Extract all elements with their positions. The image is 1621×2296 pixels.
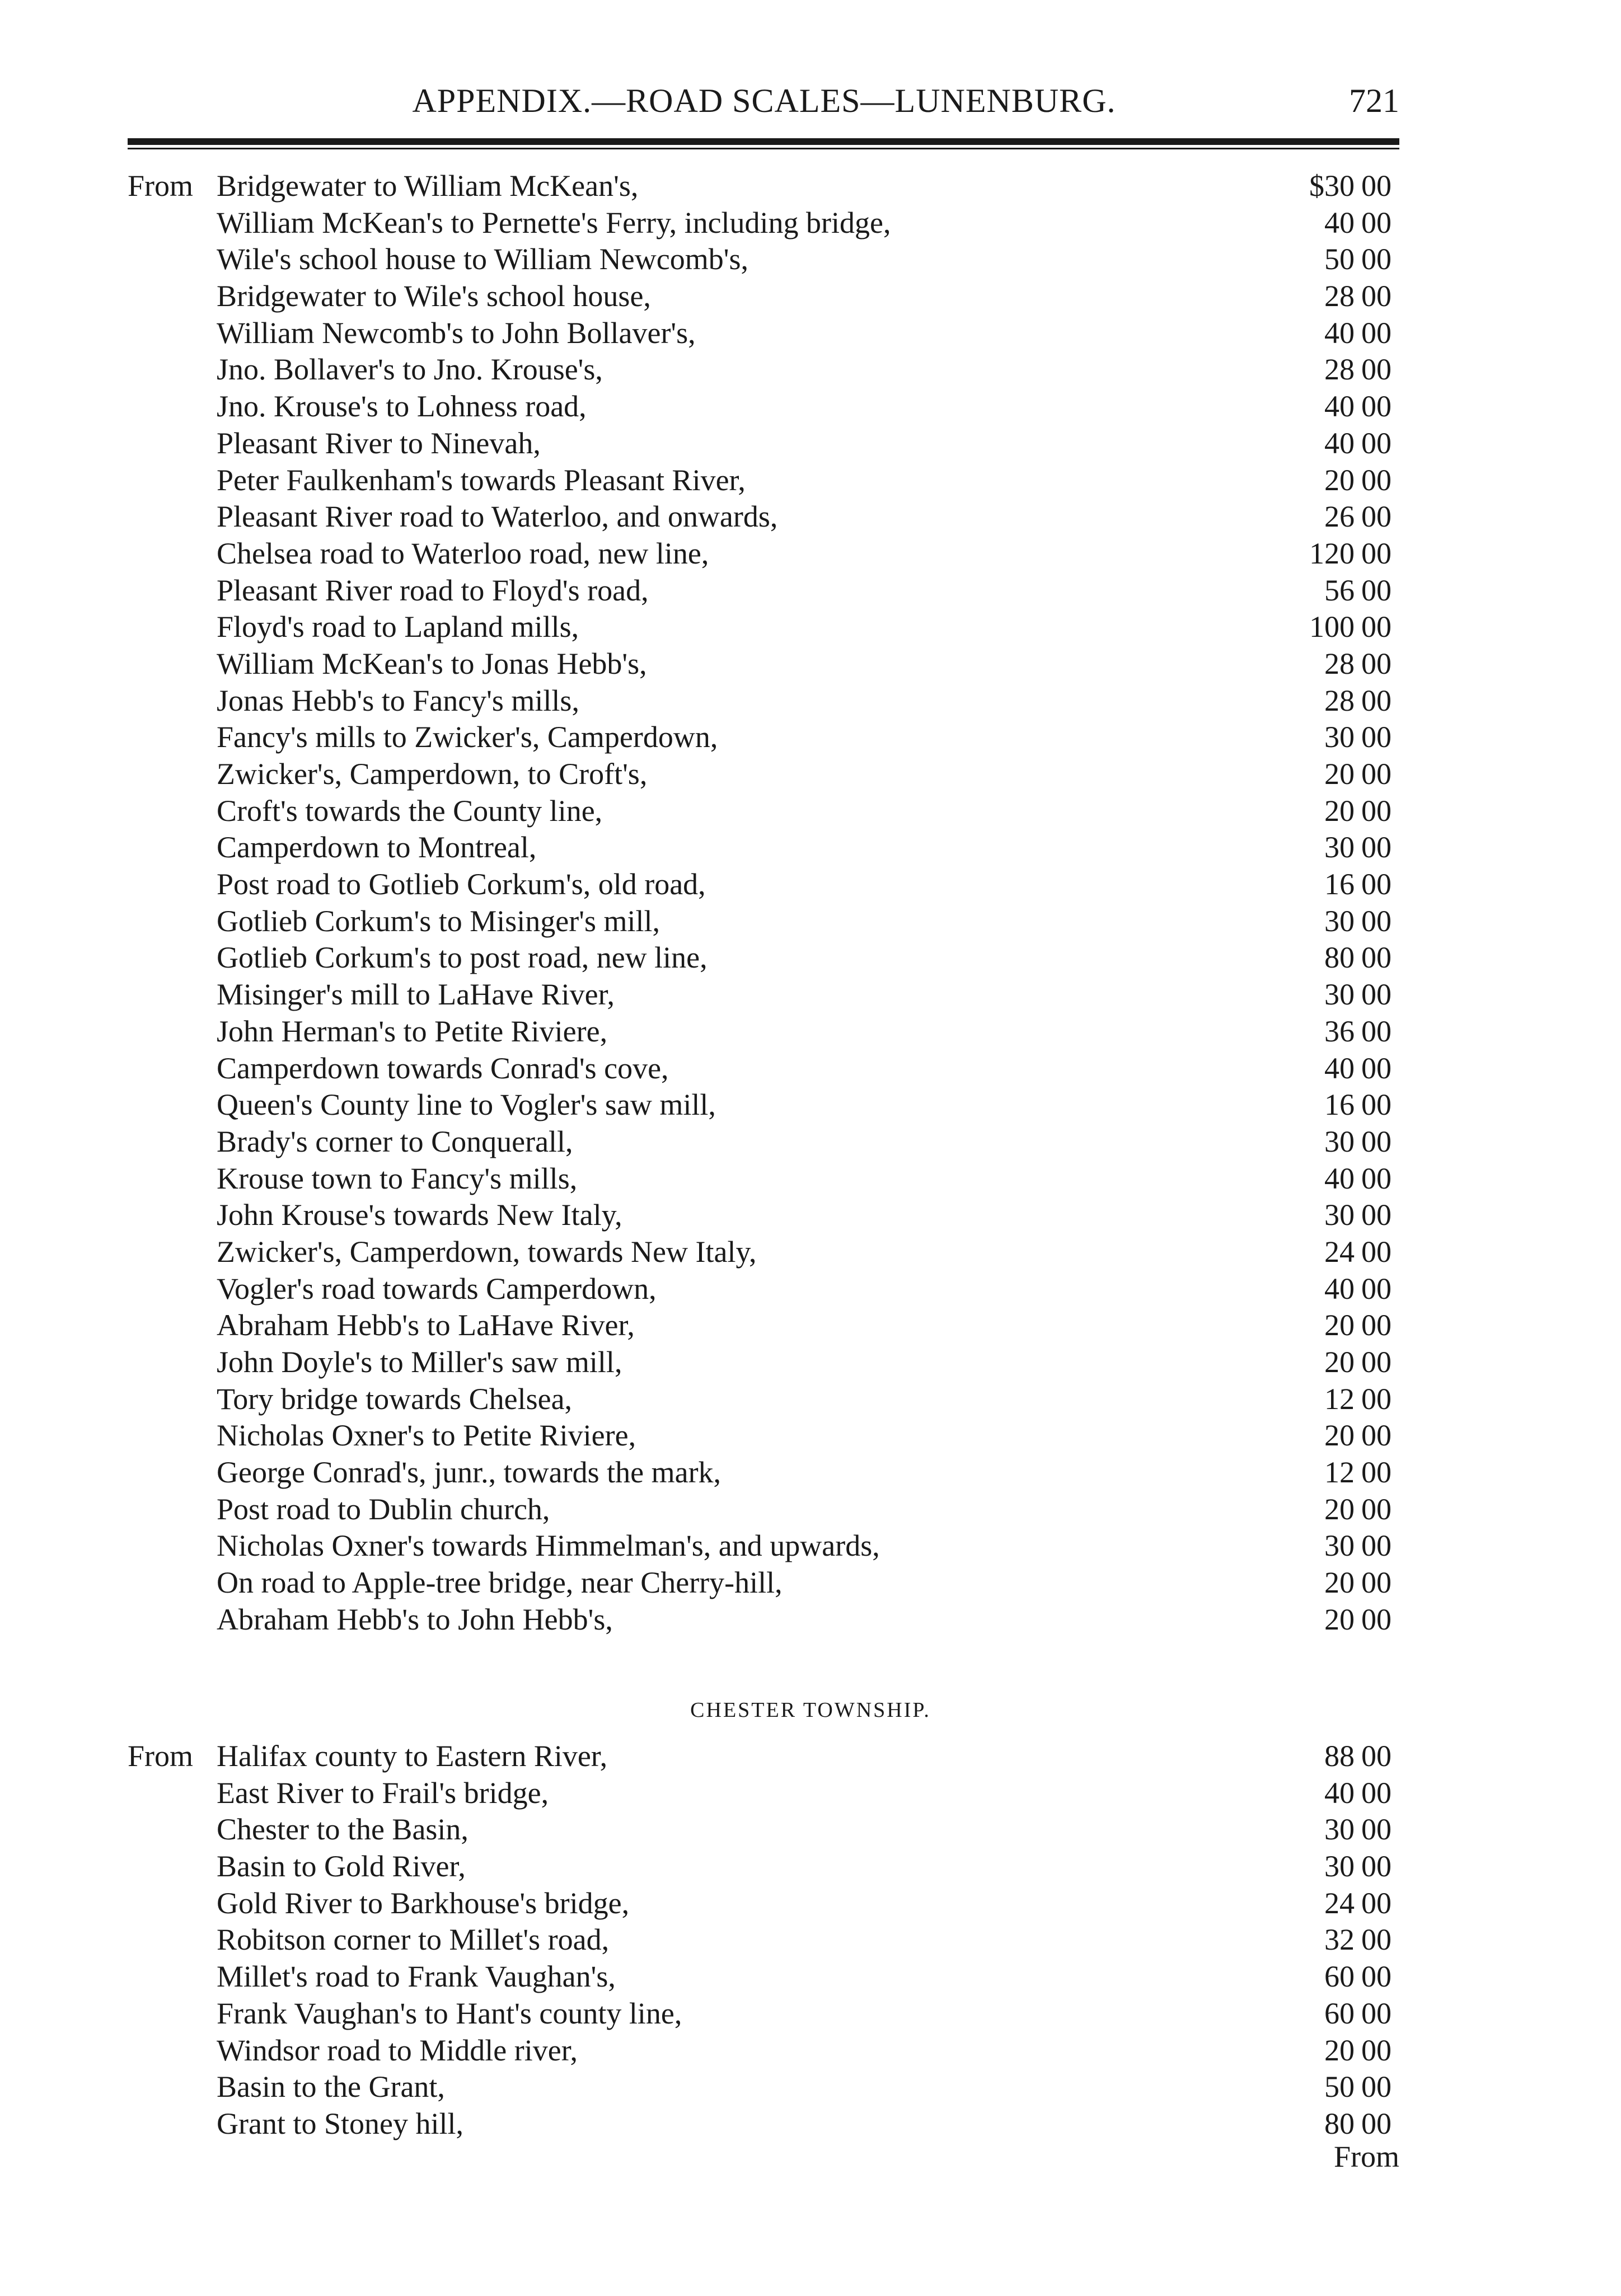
entry-route: John Doyle's to Miller's saw mill, (217, 1345, 622, 1379)
entry-route: William Newcomb's to John Bollaver's, (217, 316, 696, 350)
entry-route: John Herman's to Petite Riviere, (217, 1014, 608, 1048)
entry-route: Peter Faulkenham's towards Pleasant River, (217, 463, 746, 497)
entry-cents: 00 (1361, 1088, 1392, 1122)
road-entry (0, 462, 1621, 499)
entry-dollars: 30 (1324, 1124, 1355, 1158)
entry-cents: 00 (1361, 1161, 1392, 1195)
entry-dollars: 50 (1324, 242, 1355, 276)
road-entry (0, 1565, 1621, 1602)
entry-dollars: 100 (1309, 610, 1355, 644)
entry-cents: 00 (1361, 573, 1392, 607)
entry-dollars: 40 (1324, 1051, 1355, 1085)
entry-route: Wile's school house to William Newcomb's, (217, 242, 748, 276)
road-entry (0, 1087, 1621, 1124)
entry-cents: 00 (1361, 1996, 1392, 2030)
road-entry (0, 903, 1621, 940)
entry-cents: 00 (1361, 830, 1392, 865)
entry-dollars: 50 (1324, 2070, 1355, 2104)
entry-route: Windsor road to Middle river, (217, 2033, 578, 2067)
entry-cents: 00 (1361, 2033, 1392, 2067)
entry-dollars: 40 (1324, 1776, 1355, 1810)
entry-dollars: 28 (1324, 353, 1355, 387)
entry-dollars: 40 (1324, 1161, 1355, 1195)
entry-dollars: 20 (1324, 757, 1355, 791)
entry-route: Pleasant River road to Floyd's road, (217, 573, 649, 607)
road-entry (0, 1234, 1621, 1271)
entry-route: Brady's corner to Conquerall, (217, 1124, 573, 1158)
entry-cents: 00 (1361, 463, 1392, 497)
entry-cents: 00 (1361, 1923, 1392, 1957)
entry-cents: 00 (1361, 500, 1392, 534)
road-entry (0, 829, 1621, 866)
section-heading-chester-township: CHESTER TOWNSHIP. (690, 1698, 931, 1722)
road-entry (0, 2032, 1621, 2069)
road-entry (0, 241, 1621, 278)
entry-route: George Conrad's, junr., towards the mark, (217, 1455, 722, 1490)
entry-cents: 00 (1361, 1234, 1392, 1269)
entry-route: John Krouse's towards New Italy, (217, 1198, 622, 1232)
entry-dollars: 30 (1324, 1529, 1355, 1563)
road-entry (0, 536, 1621, 572)
entry-cents: 00 (1361, 683, 1392, 717)
entry-dollars: 80 (1324, 941, 1355, 975)
entry-dollars: 40 (1324, 316, 1355, 350)
entry-cents: 00 (1361, 1813, 1392, 1847)
entry-dollars: $30 (1309, 169, 1355, 203)
entry-cents: 00 (1361, 205, 1392, 240)
entry-route: Pleasant River road to Waterloo, and onwards, (217, 500, 778, 534)
entry-cents: 00 (1361, 1776, 1392, 1810)
entry-dollars: 28 (1324, 646, 1355, 680)
road-entry (0, 572, 1621, 609)
entry-route: Post road to Gotlieb Corkum's, old road, (217, 867, 706, 902)
entry-route: Vogler's road towards Camperdown, (217, 1271, 657, 1306)
entry-cents: 00 (1361, 1566, 1392, 1600)
entry-route: Gotlieb Corkum's to post road, new line, (217, 941, 708, 975)
entry-dollars: 28 (1324, 279, 1355, 313)
road-entry (0, 719, 1621, 756)
entry-cents: 00 (1361, 2106, 1392, 2140)
road-entry (0, 940, 1621, 976)
entry-dollars: 20 (1324, 1492, 1355, 1526)
road-entry (0, 683, 1621, 720)
road-entry (0, 1995, 1621, 2032)
entry-route: Floyd's road to Lapland mills, (217, 610, 579, 644)
entry-route: Post road to Dublin church, (217, 1492, 550, 1526)
entry-dollars: 16 (1324, 1088, 1355, 1122)
entry-dollars: 20 (1324, 463, 1355, 497)
road-entry (0, 866, 1621, 903)
entry-cents: 00 (1361, 1345, 1392, 1379)
entry-dollars: 20 (1324, 1602, 1355, 1636)
entry-route: Jno. Bollaver's to Jno. Krouse's, (217, 353, 603, 387)
entry-dollars: 20 (1324, 1419, 1355, 1453)
entry-dollars: 60 (1324, 1996, 1355, 2030)
entry-dollars: 28 (1324, 683, 1355, 717)
entry-cents: 00 (1361, 1492, 1392, 1526)
entry-dollars: 30 (1324, 830, 1355, 865)
road-entry (0, 425, 1621, 462)
road-entry (0, 1811, 1621, 1848)
road-entry (0, 1271, 1621, 1308)
page-number: 721 (1349, 82, 1399, 119)
entry-dollars: 20 (1324, 1566, 1355, 1600)
entry-route: Robitson corner to Millet's road, (217, 1923, 610, 1957)
entry-dollars: 60 (1324, 1960, 1355, 1994)
entry-cents: 00 (1361, 242, 1392, 276)
entry-dollars: 88 (1324, 1739, 1355, 1773)
entry-route: Nicholas Oxner's to Petite Riviere, (217, 1419, 636, 1453)
entry-route: Chester to the Basin, (217, 1813, 469, 1847)
entry-route: Gotlieb Corkum's to Misinger's mill, (217, 904, 660, 938)
entry-dollars: 120 (1309, 536, 1355, 570)
entry-route: East River to Frail's bridge, (217, 1776, 549, 1810)
header-rule-thick (128, 138, 1399, 145)
road-entry (0, 976, 1621, 1013)
entry-dollars: 30 (1324, 1849, 1355, 1884)
entry-dollars: 40 (1324, 426, 1355, 460)
road-entry (0, 1959, 1621, 1995)
entry-cents: 00 (1361, 941, 1392, 975)
road-entry (0, 1124, 1621, 1161)
entry-dollars: 20 (1324, 1345, 1355, 1379)
entry-route: William McKean's to Pernette's Ferry, including bridge, (217, 205, 891, 240)
entry-route: Fancy's mills to Zwicker's, Camperdown, (217, 720, 718, 754)
road-entry (0, 1885, 1621, 1922)
road-entry (0, 1848, 1621, 1885)
entry-route: Halifax county to Eastern River, (217, 1739, 608, 1773)
entry-lead-word: From (128, 1739, 194, 1773)
entry-cents: 00 (1361, 169, 1392, 203)
road-entry (0, 1381, 1621, 1418)
entry-cents: 00 (1361, 353, 1392, 387)
road-entry (0, 168, 1621, 205)
entry-cents: 00 (1361, 1419, 1392, 1453)
road-entry (0, 756, 1621, 793)
entry-cents: 00 (1361, 757, 1392, 791)
entry-cents: 00 (1361, 389, 1392, 424)
entry-dollars: 12 (1324, 1382, 1355, 1416)
entry-dollars: 16 (1324, 867, 1355, 902)
entry-cents: 00 (1361, 1308, 1392, 1342)
entry-cents: 00 (1361, 1886, 1392, 1920)
entry-route: Basin to the Grant, (217, 2070, 445, 2104)
entry-dollars: 40 (1324, 205, 1355, 240)
road-scale-list-chester (0, 1738, 1621, 2143)
entry-route: Abraham Hebb's to LaHave River, (217, 1308, 635, 1342)
entry-dollars: 30 (1324, 720, 1355, 754)
entry-dollars: 20 (1324, 2033, 1355, 2067)
entry-dollars: 20 (1324, 793, 1355, 828)
road-entry (0, 2069, 1621, 2106)
entry-cents: 00 (1361, 904, 1392, 938)
entry-dollars: 40 (1324, 389, 1355, 424)
entry-cents: 00 (1361, 610, 1392, 644)
entry-cents: 00 (1361, 867, 1392, 902)
entry-route: Croft's towards the County line, (217, 793, 603, 828)
entry-cents: 00 (1361, 426, 1392, 460)
entry-route: Krouse town to Fancy's mills, (217, 1161, 578, 1195)
entry-cents: 00 (1361, 1051, 1392, 1085)
entry-route: Camperdown towards Conrad's cove, (217, 1051, 669, 1085)
road-entry (0, 1197, 1621, 1234)
road-entry (0, 1922, 1621, 1959)
running-title: APPENDIX.—ROAD SCALES—LUNENBURG. (412, 82, 1116, 119)
road-entry (0, 1738, 1621, 1775)
road-entry (0, 2106, 1621, 2143)
entry-dollars: 36 (1324, 1014, 1355, 1048)
entry-route: Basin to Gold River, (217, 1849, 466, 1884)
entry-cents: 00 (1361, 1198, 1392, 1232)
entry-route: Bridgewater to Wile's school house, (217, 279, 651, 313)
entry-dollars: 30 (1324, 1813, 1355, 1847)
entry-dollars: 80 (1324, 2106, 1355, 2140)
entry-route: Camperdown to Montreal, (217, 830, 537, 865)
entry-cents: 00 (1361, 1014, 1392, 1048)
entry-dollars: 40 (1324, 1271, 1355, 1306)
entry-dollars: 30 (1324, 904, 1355, 938)
entry-cents: 00 (1361, 793, 1392, 828)
entry-route: Grant to Stoney hill, (217, 2106, 463, 2140)
road-entry (0, 1161, 1621, 1198)
entry-dollars: 30 (1324, 978, 1355, 1012)
catchword: From (1333, 2140, 1399, 2173)
entry-route: Gold River to Barkhouse's bridge, (217, 1886, 630, 1920)
entry-dollars: 24 (1324, 1234, 1355, 1269)
entry-cents: 00 (1361, 1602, 1392, 1636)
entry-route: Jno. Krouse's to Lohness road, (217, 389, 587, 424)
entry-cents: 00 (1361, 1124, 1392, 1158)
entry-cents: 00 (1361, 2070, 1392, 2104)
entry-route: Bridgewater to William McKean's, (217, 169, 639, 203)
entry-route: Pleasant River to Ninevah, (217, 426, 541, 460)
road-entry (0, 315, 1621, 352)
entry-route: Millet's road to Frank Vaughan's, (217, 1960, 616, 1994)
road-entry (0, 1491, 1621, 1528)
entry-route: Zwicker's, Camperdown, to Croft's, (217, 757, 648, 791)
entry-route: On road to Apple-tree bridge, near Cherry-hill, (217, 1566, 783, 1600)
road-entry (0, 1454, 1621, 1491)
header-rule-thin (128, 148, 1399, 149)
entry-cents: 00 (1361, 720, 1392, 754)
entry-route: Chelsea road to Waterloo road, new line, (217, 536, 709, 570)
entry-route: Abraham Hebb's to John Hebb's, (217, 1602, 613, 1636)
entry-cents: 00 (1361, 1960, 1392, 1994)
entry-cents: 00 (1361, 536, 1392, 570)
entry-route: Queen's County line to Vogler's saw mill, (217, 1088, 716, 1122)
road-entry (0, 1528, 1621, 1565)
entry-route: Misinger's mill to LaHave River, (217, 978, 615, 1012)
entry-dollars: 32 (1324, 1923, 1355, 1957)
entry-cents: 00 (1361, 1382, 1392, 1416)
road-entry (0, 205, 1621, 242)
entry-dollars: 12 (1324, 1455, 1355, 1490)
entry-cents: 00 (1361, 1455, 1392, 1490)
road-entry (0, 499, 1621, 536)
entry-dollars: 26 (1324, 500, 1355, 534)
entry-dollars: 56 (1324, 573, 1355, 607)
entry-route: William McKean's to Jonas Hebb's, (217, 646, 647, 680)
entry-dollars: 24 (1324, 1886, 1355, 1920)
entry-route: Tory bridge towards Chelsea, (217, 1382, 573, 1416)
road-entry (0, 1417, 1621, 1454)
running-head (129, 78, 1399, 123)
road-entry (0, 1307, 1621, 1344)
road-entry (0, 1344, 1621, 1381)
road-entry (0, 1602, 1621, 1638)
entry-cents: 00 (1361, 1739, 1392, 1773)
entry-cents: 00 (1361, 978, 1392, 1012)
entry-route: Zwicker's, Camperdown, towards New Italy, (217, 1234, 757, 1269)
road-entry (0, 1013, 1621, 1050)
entry-cents: 00 (1361, 1849, 1392, 1884)
entry-cents: 00 (1361, 1529, 1392, 1563)
road-entry (0, 1050, 1621, 1087)
road-scale-list-lunenburg (0, 168, 1621, 1638)
entry-cents: 00 (1361, 646, 1392, 680)
entry-route: Jonas Hebb's to Fancy's mills, (217, 683, 579, 717)
entry-lead-word: From (128, 169, 194, 203)
entry-cents: 00 (1361, 316, 1392, 350)
entry-route: Nicholas Oxner's towards Himmelman's, and upwards, (217, 1529, 880, 1563)
road-entry (0, 646, 1621, 683)
road-entry (0, 793, 1621, 830)
entry-route: Frank Vaughan's to Hant's county line, (217, 1996, 682, 2030)
road-entry (0, 278, 1621, 315)
road-entry (0, 1775, 1621, 1812)
entry-cents: 00 (1361, 279, 1392, 313)
entry-cents: 00 (1361, 1271, 1392, 1306)
road-entry (0, 388, 1621, 425)
road-entry (0, 351, 1621, 388)
entry-dollars: 30 (1324, 1198, 1355, 1232)
road-entry (0, 609, 1621, 646)
entry-dollars: 20 (1324, 1308, 1355, 1342)
